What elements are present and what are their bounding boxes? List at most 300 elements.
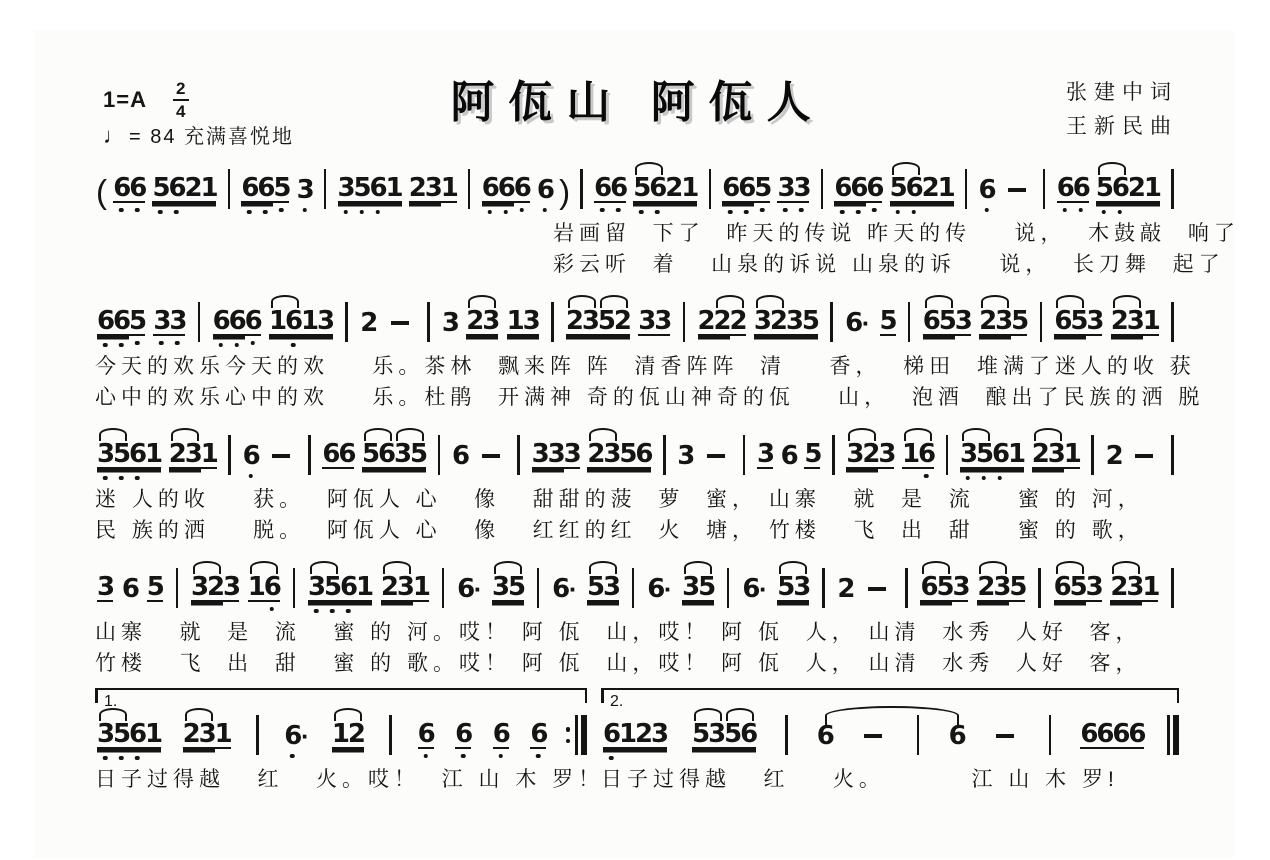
repeat-dot bbox=[566, 727, 571, 732]
note-digit: 1 bbox=[1143, 173, 1162, 203]
note-digit: 5 bbox=[129, 308, 145, 336]
octave-dot bbox=[856, 210, 861, 215]
note-group bbox=[817, 709, 833, 764]
barline bbox=[785, 715, 788, 755]
barline bbox=[683, 302, 686, 342]
note-digit: 1 bbox=[1063, 439, 1082, 469]
barline bbox=[345, 302, 348, 342]
note-digit: 1 bbox=[269, 306, 288, 336]
octave-dot bbox=[744, 210, 749, 215]
octave-dot bbox=[536, 754, 541, 759]
note-digit: 1 bbox=[200, 439, 219, 469]
octave-dot bbox=[103, 476, 108, 481]
note-digit: 5 bbox=[507, 572, 527, 602]
barline bbox=[965, 169, 968, 209]
note-digit: 3 bbox=[708, 719, 727, 749]
slur-arc bbox=[1112, 561, 1140, 574]
note-digit: 6 bbox=[738, 175, 754, 203]
note-digit: 5 bbox=[1096, 175, 1112, 203]
note-digit: 6 bbox=[370, 175, 386, 203]
first-ending bbox=[95, 688, 605, 795]
note-group bbox=[491, 560, 527, 617]
note-digit: 2 bbox=[613, 306, 632, 336]
octave-dot bbox=[487, 210, 492, 215]
slur-arc bbox=[925, 295, 953, 308]
note-digit: 1 bbox=[1142, 572, 1161, 602]
octave-dot bbox=[314, 609, 319, 614]
octave-dot bbox=[135, 756, 140, 761]
slur-arc bbox=[171, 428, 199, 441]
barline bbox=[228, 169, 231, 209]
barline bbox=[389, 715, 392, 755]
note-group bbox=[566, 294, 630, 351]
note-digit: 3 bbox=[97, 441, 113, 469]
slur-arc bbox=[364, 428, 392, 441]
note-digit: 6 bbox=[1073, 175, 1089, 203]
octave-dot bbox=[872, 208, 877, 213]
note-digit: 6 bbox=[906, 175, 922, 203]
note-group bbox=[297, 163, 313, 218]
barline bbox=[830, 302, 833, 342]
meter-lower: 4 bbox=[175, 102, 187, 121]
note-group bbox=[902, 427, 937, 484]
octave-dot bbox=[174, 210, 179, 215]
note-group bbox=[603, 707, 670, 764]
note-digit: 3 bbox=[531, 439, 550, 469]
lyrics-line: 彩云听 着 山泉的诉说 山泉的诉 说， 长刀舞 起了 bbox=[553, 253, 1225, 276]
slur-arc bbox=[1113, 295, 1141, 308]
dash-note bbox=[1008, 188, 1026, 192]
octave-dot bbox=[135, 341, 140, 346]
notes-row bbox=[95, 422, 1180, 484]
note-digit: 5 bbox=[724, 719, 743, 749]
note-group bbox=[409, 161, 457, 218]
note-digit: 3 bbox=[785, 306, 804, 336]
note-digit: 3 bbox=[522, 306, 541, 336]
note-group bbox=[507, 294, 539, 351]
barline bbox=[1171, 169, 1174, 209]
note-group bbox=[530, 707, 549, 764]
note-digit: 3 bbox=[394, 439, 413, 469]
slur-arc bbox=[185, 708, 213, 721]
octave-dot bbox=[291, 343, 296, 348]
slur-arc bbox=[779, 561, 807, 574]
system-2 bbox=[95, 289, 1205, 413]
note-digit: 6 bbox=[635, 439, 654, 469]
slur-arc bbox=[589, 428, 617, 441]
note-group bbox=[532, 427, 580, 484]
note-digit: 6 bbox=[285, 308, 301, 336]
dash-note bbox=[868, 587, 886, 591]
octave-dot bbox=[330, 609, 335, 614]
note-digit: 6 bbox=[457, 574, 476, 604]
note-digit: 6 bbox=[918, 441, 934, 469]
slur-arc bbox=[726, 708, 754, 721]
note-digit: 6 bbox=[241, 175, 257, 203]
barline bbox=[468, 169, 471, 209]
barline bbox=[821, 169, 824, 209]
note-digit: 3 bbox=[1085, 572, 1104, 602]
barline-thin bbox=[1167, 715, 1170, 755]
note-digit: 5 bbox=[976, 441, 992, 469]
note-group bbox=[638, 294, 673, 351]
note-digit: 1 bbox=[145, 719, 164, 749]
note-digit: 3 bbox=[1126, 306, 1145, 336]
note-digit: 5 bbox=[1069, 572, 1088, 602]
note-group bbox=[97, 707, 164, 764]
slur-arc bbox=[892, 162, 920, 175]
note-digit: 3 bbox=[793, 175, 809, 203]
barline bbox=[727, 568, 730, 608]
slur-arc bbox=[494, 561, 522, 574]
system-5 bbox=[95, 688, 1180, 795]
note-digit: 6 bbox=[649, 175, 665, 203]
note-digit: 1 bbox=[440, 173, 459, 203]
note-group bbox=[493, 707, 509, 764]
note-digit: 5 bbox=[633, 175, 649, 203]
note-group bbox=[834, 161, 885, 218]
note-digit: 6 bbox=[340, 574, 356, 602]
notes-row bbox=[95, 289, 1180, 351]
note-digit: 5 bbox=[273, 175, 289, 203]
lyrics-line: 岩画留 下了 昨天的传说 昨天的传 说， 木鼓敲 响了 bbox=[553, 222, 1240, 245]
note-digit: 3 bbox=[793, 572, 812, 602]
note-digit: 2 bbox=[466, 306, 485, 336]
note-digit: 2 bbox=[1110, 306, 1129, 336]
note-group bbox=[537, 163, 553, 218]
note-digit: 6 bbox=[451, 441, 471, 471]
note-digit: 2 bbox=[862, 439, 881, 469]
note-digit: 3 bbox=[677, 441, 696, 471]
note-digit: 1 bbox=[619, 719, 638, 749]
octave-dot bbox=[346, 609, 351, 614]
note-group bbox=[248, 560, 280, 617]
note-digit: 3 bbox=[184, 439, 203, 469]
note-digit: 2 bbox=[182, 719, 201, 749]
note-digit: 3 bbox=[753, 306, 772, 336]
dash-note bbox=[391, 321, 409, 325]
slur-arc bbox=[396, 428, 424, 441]
repeat-end-barline bbox=[566, 715, 587, 755]
note-group bbox=[698, 294, 746, 351]
slur-arc bbox=[334, 708, 362, 721]
repeat-dots bbox=[566, 724, 571, 747]
octave-dot bbox=[423, 754, 428, 759]
barline bbox=[832, 435, 835, 475]
composer-credit: 王新民曲 bbox=[1066, 115, 1178, 138]
note-digit: 5 bbox=[938, 306, 957, 336]
slur-arc bbox=[694, 708, 722, 721]
notation-score bbox=[95, 156, 1240, 795]
octave-dot bbox=[103, 343, 108, 348]
barline bbox=[551, 302, 554, 342]
lyrics-line: 山寨 就 是 流 蜜 的 河。哎！ 阿 佤 山，哎！ 阿 佤 人， 山清 水秀 人好 客， bbox=[95, 621, 1142, 644]
barline bbox=[1043, 169, 1046, 209]
dash-note bbox=[707, 454, 725, 458]
note-group bbox=[754, 294, 818, 351]
note-digit: 6 bbox=[1112, 719, 1131, 749]
slur-arc bbox=[635, 162, 663, 175]
note-digit: 3 bbox=[297, 177, 313, 203]
volta-label: 1. bbox=[104, 693, 118, 710]
note-digit: 5 bbox=[113, 721, 129, 749]
note-digit: 6 bbox=[284, 723, 300, 749]
note-group bbox=[451, 429, 471, 484]
system-4 bbox=[95, 555, 1180, 679]
note-digit: 1 bbox=[145, 439, 164, 469]
octave-dot bbox=[247, 210, 252, 215]
note-digit: 6 bbox=[1128, 719, 1147, 749]
note-digit: 6 bbox=[264, 574, 280, 602]
slur-arc bbox=[1034, 428, 1062, 441]
note-digit: 2 bbox=[347, 719, 366, 749]
augmentation-dot: · bbox=[663, 574, 673, 604]
meter-upper: 2 bbox=[173, 80, 189, 101]
note-digit: 2 bbox=[697, 306, 716, 336]
barline bbox=[256, 715, 259, 755]
note-digit: 2 bbox=[184, 173, 203, 203]
octave-dot bbox=[1118, 210, 1123, 215]
note-digit: 3 bbox=[317, 306, 336, 336]
note-digit: 1 bbox=[200, 173, 219, 203]
note-digit: 5 bbox=[777, 572, 796, 602]
slur-arc bbox=[716, 295, 744, 308]
octave-dot bbox=[248, 474, 253, 479]
octave-dot bbox=[290, 754, 295, 759]
note-digit: 5 bbox=[597, 306, 616, 336]
note-digit: 3 bbox=[995, 306, 1014, 336]
barline bbox=[293, 568, 296, 608]
barline bbox=[946, 435, 949, 475]
barline bbox=[743, 435, 746, 475]
lyrics-line: 竹楼 飞 出 甜 蜜 的 歌。哎！ 阿 佤 山，哎！ 阿 佤 人， 山清 水秀 人好 客， bbox=[95, 652, 1142, 675]
note-digit: 3 bbox=[97, 572, 116, 602]
octave-dot bbox=[519, 208, 524, 213]
note-digit: 5 bbox=[354, 175, 370, 203]
note-group bbox=[837, 562, 856, 617]
slur-arc bbox=[99, 428, 127, 441]
octave-dot bbox=[218, 343, 223, 348]
barline-thick bbox=[581, 715, 587, 755]
note-digit: 3 bbox=[654, 306, 673, 336]
note-digit: 3 bbox=[97, 721, 113, 749]
note-digit: 5 bbox=[1009, 572, 1028, 602]
note-digit: 5 bbox=[879, 306, 898, 336]
octave-dot bbox=[984, 208, 989, 213]
note-group bbox=[466, 294, 501, 351]
note-group bbox=[362, 427, 429, 484]
note-digit: 6 bbox=[740, 719, 759, 749]
octave-dot bbox=[911, 210, 916, 215]
note-digit: 3 bbox=[777, 175, 793, 203]
note-digit: 6 bbox=[834, 175, 850, 203]
note-digit: 2 bbox=[729, 306, 748, 336]
note-group bbox=[190, 560, 242, 617]
note-digit: 3 bbox=[1086, 306, 1105, 336]
note-digit: 3 bbox=[682, 572, 701, 602]
note-group bbox=[682, 560, 717, 617]
note-digit: 5 bbox=[362, 439, 381, 469]
barline bbox=[1171, 302, 1174, 342]
note-digit: 5 bbox=[692, 719, 711, 749]
augmentation-dot: · bbox=[861, 308, 871, 338]
note-digit: 1 bbox=[412, 572, 431, 602]
octave-dot bbox=[1062, 208, 1067, 213]
note-group bbox=[633, 161, 700, 218]
note-group bbox=[332, 707, 364, 764]
barline bbox=[905, 568, 908, 608]
slur-arc bbox=[1056, 295, 1084, 308]
notes-row bbox=[95, 692, 587, 764]
note-digit: 6 bbox=[514, 175, 530, 203]
barline bbox=[580, 169, 583, 209]
note-group bbox=[890, 161, 954, 218]
sheet-content bbox=[95, 38, 1240, 795]
note-digit: 6 bbox=[493, 721, 509, 749]
note-group bbox=[153, 294, 188, 351]
octave-dot bbox=[234, 343, 239, 348]
note-group bbox=[959, 427, 1027, 484]
note-digit: 5 bbox=[804, 439, 823, 469]
dash-note bbox=[996, 734, 1014, 738]
note-digit: 6 bbox=[1057, 175, 1073, 203]
note-group bbox=[147, 560, 163, 617]
note-digit: 3 bbox=[482, 306, 501, 336]
note-group bbox=[381, 560, 429, 617]
octave-dot bbox=[783, 208, 788, 213]
lyrics-line: 日子过得越 红 火。哎！ 江 山 木 罗！ bbox=[95, 768, 605, 791]
note-group bbox=[742, 562, 768, 617]
note-group bbox=[243, 429, 259, 484]
credits bbox=[1066, 76, 1178, 144]
note-group bbox=[781, 429, 797, 484]
system-3 bbox=[95, 422, 1180, 546]
note-digit: 6 bbox=[338, 439, 357, 469]
octave-dot bbox=[119, 208, 124, 213]
note-digit: 6 bbox=[1080, 719, 1099, 749]
barline bbox=[517, 435, 520, 475]
octave-dot bbox=[982, 476, 987, 481]
note-group bbox=[1054, 560, 1102, 617]
octave-dot bbox=[270, 607, 275, 612]
barline bbox=[822, 568, 825, 608]
octave-dot bbox=[359, 210, 364, 215]
note-group bbox=[152, 161, 219, 218]
notes-row bbox=[95, 555, 1180, 617]
note-digit: 6 bbox=[816, 721, 835, 751]
note-digit: 2 bbox=[1105, 441, 1124, 471]
notes-row bbox=[601, 692, 1179, 764]
lyrics-line: 今天的欢乐今天的欢 乐。茶林 飘来阵 阵 清香阵阵 清 香， 梯田 堆满了迷人的收 获 bbox=[95, 355, 1196, 378]
slur-arc bbox=[568, 295, 596, 308]
note-digit: 1 bbox=[506, 306, 525, 336]
note-digit: 6 bbox=[129, 175, 145, 203]
note-digit: 2 bbox=[665, 173, 684, 203]
octave-dot bbox=[760, 208, 765, 213]
tie-arc bbox=[825, 706, 959, 725]
note-digit: 1 bbox=[681, 173, 700, 203]
note-digit: 1 bbox=[902, 439, 921, 469]
note-group bbox=[677, 429, 696, 484]
note-digit: 5 bbox=[619, 439, 638, 469]
note-digit: 3 bbox=[169, 308, 185, 336]
note-group bbox=[594, 161, 629, 218]
octave-dot bbox=[119, 343, 124, 348]
barline bbox=[427, 302, 430, 342]
note-digit: 3 bbox=[338, 175, 354, 203]
final-barline bbox=[1167, 715, 1179, 755]
note-digit: 3 bbox=[563, 439, 582, 469]
note-digit: 3 bbox=[846, 439, 865, 469]
note-digit: 6 bbox=[455, 721, 471, 749]
octave-dot bbox=[103, 756, 108, 761]
note-group bbox=[457, 562, 483, 617]
note-group bbox=[756, 427, 776, 484]
note-digit: 2 bbox=[977, 572, 996, 602]
slur-arc bbox=[1056, 561, 1084, 574]
note-group bbox=[722, 161, 773, 218]
octave-dot bbox=[799, 208, 804, 213]
note-digit: 6 bbox=[113, 308, 129, 336]
note-digit: 1 bbox=[301, 306, 320, 336]
octave-dot bbox=[966, 476, 971, 481]
note-digit: 6 bbox=[1054, 306, 1073, 336]
note-digit: 3 bbox=[396, 572, 415, 602]
slur-arc bbox=[383, 561, 411, 574]
note-group bbox=[1080, 707, 1147, 764]
octave-dot bbox=[135, 476, 140, 481]
note-group bbox=[442, 296, 458, 351]
note-digit: 1 bbox=[247, 572, 266, 602]
dash-note bbox=[482, 454, 500, 458]
lyricist-credit: 张建中词 bbox=[1066, 81, 1178, 104]
note-digit: 5 bbox=[113, 441, 129, 469]
note-digit: 6 bbox=[1112, 175, 1128, 203]
slur-arc bbox=[979, 561, 1007, 574]
note-group bbox=[360, 296, 379, 351]
barline bbox=[308, 435, 311, 475]
barline-thick bbox=[1173, 715, 1179, 755]
note-digit: 5 bbox=[1070, 306, 1089, 336]
note-digit: 6 bbox=[1053, 572, 1072, 602]
barline-thin bbox=[575, 715, 578, 755]
note-group bbox=[97, 427, 164, 484]
note-group bbox=[308, 560, 375, 617]
note-digit: 6 bbox=[482, 175, 498, 203]
note-digit: 6 bbox=[920, 572, 939, 602]
note-digit: 6 bbox=[610, 175, 626, 203]
note-digit: 6 bbox=[722, 175, 738, 203]
intro-paren-open: ( bbox=[96, 173, 107, 210]
octave-dot bbox=[998, 476, 1003, 481]
note-group bbox=[846, 427, 897, 484]
note-group bbox=[97, 560, 116, 617]
note-digit: 6 bbox=[992, 441, 1008, 469]
note-digit: 3 bbox=[308, 574, 324, 602]
note-digit: 1 bbox=[214, 719, 233, 749]
note-group bbox=[880, 294, 896, 351]
augmentation-dot: · bbox=[300, 721, 310, 751]
lyrics-line: 心中的欢乐心中的欢 乐。杜鹃 开满神 奇的佤山神奇的佤 山， 泡酒 酿出了民族的洒 脱 bbox=[95, 386, 1205, 409]
note-group bbox=[647, 562, 673, 617]
note-digit: 6 bbox=[322, 439, 341, 469]
note-digit: 5 bbox=[324, 574, 340, 602]
note-digit: 6 bbox=[498, 175, 514, 203]
note-digit: 6 bbox=[168, 175, 184, 203]
note-digit: 6 bbox=[121, 574, 140, 604]
note-digit: 5 bbox=[754, 175, 770, 203]
note-digit: 3 bbox=[547, 439, 566, 469]
